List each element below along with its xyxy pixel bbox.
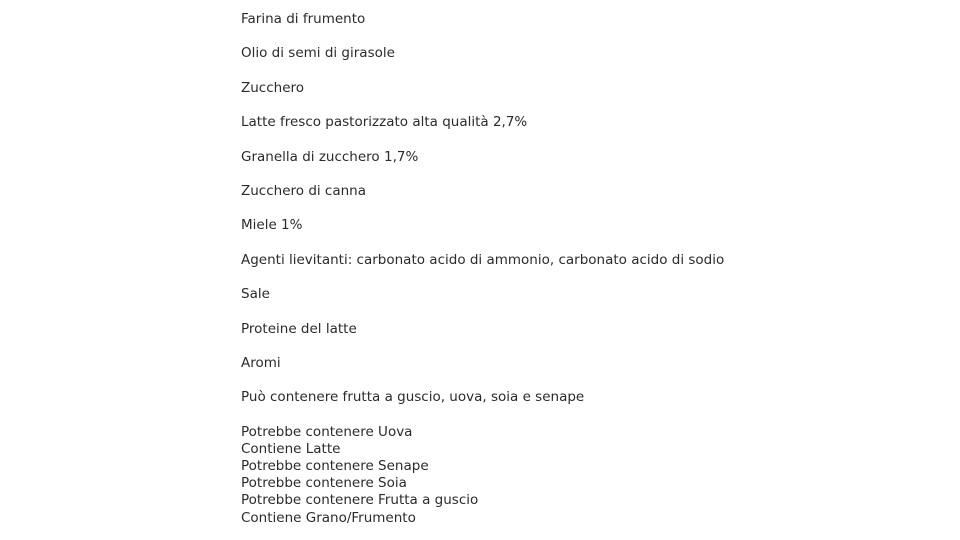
ingredient-item: Sale <box>241 286 270 303</box>
ingredient-item: Zucchero di canna <box>241 182 367 199</box>
ingredient-item: Aromi <box>241 354 281 371</box>
ingredient-item: Proteine del latte <box>241 320 357 337</box>
ingredient-item: Granella di zucchero 1,7% <box>241 148 419 165</box>
ingredient-item: Farina di frumento <box>241 11 366 27</box>
allergen-list <box>241 424 801 527</box>
ingredient-item: Miele 1% <box>241 217 303 234</box>
ingredient-item: Zucchero <box>241 79 305 96</box>
ingredient-list <box>241 11 801 406</box>
allergen-item: Contiene Latte <box>241 440 341 457</box>
allergen-item: Potrebbe contenere Senape <box>241 458 429 475</box>
allergen-item: Potrebbe contenere Uova <box>241 423 413 440</box>
allergen-item: Potrebbe contenere Soia <box>241 475 407 492</box>
allergen-item: Contiene Grano/Frumento <box>241 509 416 526</box>
ingredient-item: Agenti lievitanti: carbonato acido di ammonio, carbonato acido di sodio <box>241 251 725 268</box>
ingredient-item: Latte fresco pastorizzato alta qualità 2,7% <box>241 114 528 131</box>
product-ingredients-section <box>241 11 801 527</box>
ingredient-item: Può contenere frutta a guscio, uova, soia e senape <box>241 389 585 406</box>
ingredient-item: Olio di semi di girasole <box>241 45 395 62</box>
allergen-item: Potrebbe contenere Frutta a guscio <box>241 492 479 509</box>
